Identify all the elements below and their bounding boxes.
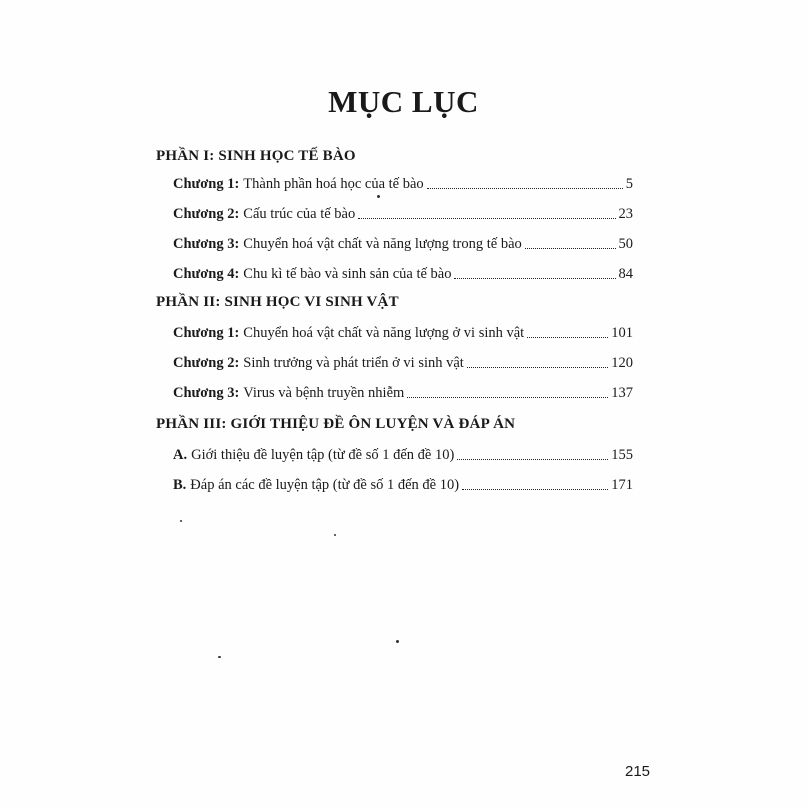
- entry-title: Sinh trưởng và phát triển ở vi sinh vật: [243, 355, 464, 371]
- toc-entry: [173, 447, 633, 464]
- entry-title: Đáp án các đề luyện tập (từ đề số 1 đến đề 10): [190, 477, 460, 493]
- entry-page: 5: [625, 176, 633, 192]
- entry-label: Chương 2:: [173, 355, 240, 371]
- part-heading-3: PHẦN III: GIỚI THIỆU ĐỀ ÔN LUYỆN VÀ ĐÁP ÁN: [156, 416, 516, 432]
- page-title: MỤC LỤC: [328, 84, 479, 119]
- entry-page: 155: [611, 447, 633, 463]
- part-heading-2: PHẦN II: SINH HỌC VI SINH VẬT: [156, 294, 399, 310]
- toc-entry: [173, 477, 633, 494]
- entry-label: B.: [173, 477, 187, 493]
- entry-page: 50: [618, 236, 633, 252]
- entry-title: Cấu trúc của tế bào: [243, 206, 356, 222]
- part-heading-1: PHẦN I: SINH HỌC TẾ BÀO: [156, 148, 356, 164]
- toc-entry: [173, 385, 633, 402]
- entry-page: 23: [618, 206, 633, 222]
- dot-leader: [462, 489, 608, 490]
- toc-entry: [173, 206, 633, 223]
- toc-entry: [173, 355, 633, 372]
- entry-title: Virus và bệnh truyền nhiễm: [243, 385, 405, 401]
- entry-label: Chương 4:: [173, 266, 240, 282]
- dot-leader: [407, 397, 608, 398]
- dot-leader: [358, 218, 615, 219]
- print-speck: [218, 656, 221, 658]
- toc-entry: [173, 266, 633, 283]
- toc-entry: [173, 236, 633, 253]
- dot-leader: [427, 188, 623, 189]
- toc-entry: [173, 176, 633, 193]
- print-speck: [396, 640, 399, 643]
- page-number: 215: [625, 763, 651, 780]
- entry-page: 101: [611, 325, 633, 341]
- dot-leader: [454, 278, 615, 279]
- print-speck: [377, 195, 380, 198]
- entry-page: 120: [611, 355, 633, 371]
- dot-leader: [467, 367, 608, 368]
- entry-title: Giới thiệu đề luyện tập (từ đề số 1 đến đề 10): [191, 447, 455, 463]
- entry-label: A.: [173, 447, 188, 463]
- entry-label: Chương 1:: [173, 176, 240, 192]
- entry-title: Chuyển hoá vật chất và năng lượng ở vi sinh vật: [243, 325, 525, 341]
- print-speck: [180, 520, 182, 522]
- entry-page: 171: [611, 477, 633, 493]
- entry-title: Chuyển hoá vật chất và năng lượng trong tế bào: [243, 236, 522, 252]
- dot-leader: [525, 248, 616, 249]
- toc-entry: [173, 325, 633, 342]
- print-speck: [334, 534, 336, 536]
- entry-label: Chương 3:: [173, 236, 240, 252]
- entry-label: Chương 3:: [173, 385, 240, 401]
- entry-page: 84: [618, 266, 633, 282]
- entry-title: Chu kì tế bào và sinh sản của tế bào: [243, 266, 452, 282]
- entry-page: 137: [611, 385, 633, 401]
- dot-leader: [527, 337, 608, 338]
- entry-title: Thành phần hoá học của tế bào: [243, 176, 424, 192]
- entry-label: Chương 1:: [173, 325, 240, 341]
- entry-label: Chương 2:: [173, 206, 240, 222]
- dot-leader: [457, 459, 608, 460]
